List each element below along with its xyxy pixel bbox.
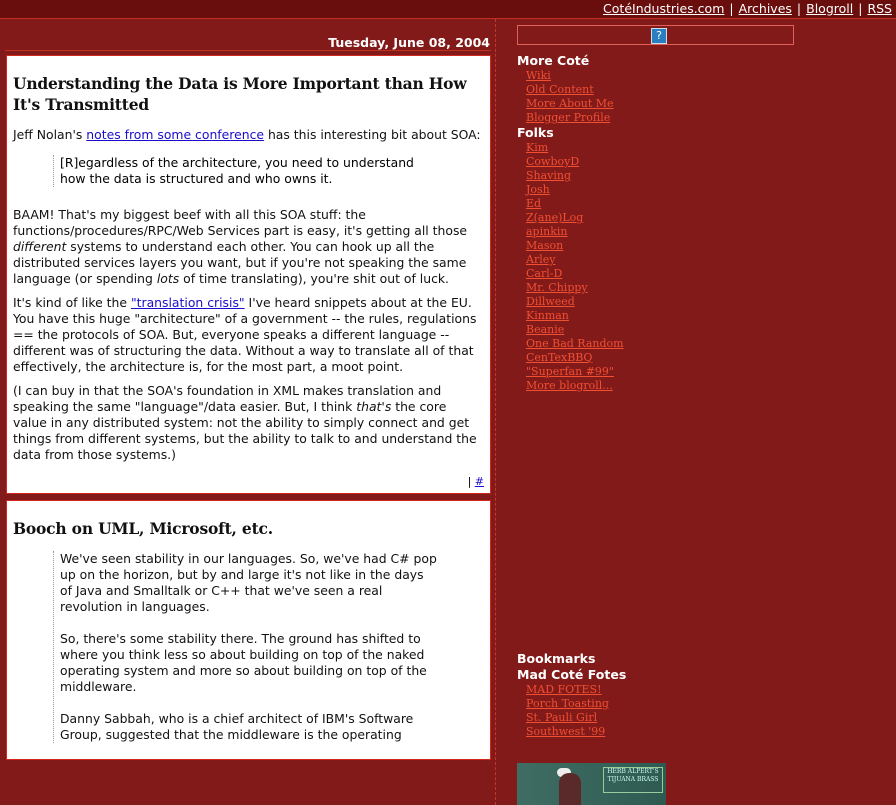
main-column xyxy=(6,19,491,766)
post-paragraph: BAAM! That's my biggest beef with all this SOA stuff: the functions/procedures/RPC/Web Services part is easy, it's getting all those different systems to understand each other. You can hook up all the distributed services layers you want, but if you're not speaking the same language (or spending lots of time translating), you're shit out of luck. xyxy=(13,207,468,286)
sidebar-link[interactable]: CenTexBBQ xyxy=(526,351,593,364)
sidebar-link[interactable]: Southwest '99 xyxy=(526,725,606,738)
post-quote: [R]egardless of the architecture, you need to understand how the data is structured and who owns it. xyxy=(53,155,484,187)
sidebar xyxy=(517,25,797,739)
column-divider xyxy=(495,19,496,805)
sidebar-link[interactable]: Shaving xyxy=(526,169,572,182)
quote-paragraph: So, there's some stability there. The ground has shifted to where you think less so about building on top of the naked operating system and more so about building on top of the middleware. xyxy=(60,631,427,694)
quote-paragraph: We've seen stability in our languages. So, we've had C# pop up on the horizon, but by and large it's not like in the days of Java and Smalltalk or C++ that we've seen a real revolution in languages. xyxy=(60,551,437,614)
sidebar-link[interactable]: Dillweed xyxy=(526,295,575,308)
section-title: Folks xyxy=(517,125,554,140)
sidebar-link[interactable]: CowboyD xyxy=(526,155,580,168)
sidebar-link[interactable]: apinkin xyxy=(526,225,568,238)
post-paragraph: (I can buy in that the SOA's foundation in XML makes translation and speaking the same "language"/data easier. But, I think that's the core value in any distributed system: not the ability to simply connect and get things from different systems, but the ability to talk to and understand the data from those systems.) xyxy=(13,383,477,462)
sidebar-link[interactable]: One Bad Random xyxy=(526,337,624,350)
sidebar-link[interactable]: Kim xyxy=(526,141,549,154)
sidebar-link[interactable]: Old Content xyxy=(526,83,594,96)
search-box[interactable] xyxy=(517,25,794,45)
help-icon[interactable]: ? xyxy=(651,28,667,44)
conference-notes-link[interactable]: notes from some conference xyxy=(86,127,265,142)
sidebar-link[interactable]: Ed xyxy=(526,197,542,210)
section-title: Mad Coté Fotes xyxy=(517,667,627,682)
post-paragraph: Jeff Nolan's notes from some conference has this interesting bit about SOA: xyxy=(13,127,481,142)
sidebar-link[interactable]: More About Me xyxy=(526,97,614,110)
album-figure xyxy=(559,773,581,805)
sidebar-link[interactable]: MAD FOTES! xyxy=(526,683,602,696)
post-date: Tuesday, June 08, 2004 xyxy=(5,19,491,51)
sidebar-link[interactable]: St. Pauli Girl xyxy=(526,711,598,724)
sidebar-link[interactable]: Blogger Profile xyxy=(526,111,611,124)
nav-archives[interactable]: Archives xyxy=(738,1,792,16)
nav-separator: | xyxy=(858,1,863,16)
nav-rss[interactable]: RSS xyxy=(867,1,892,16)
sidebar-link[interactable]: Z(ane)Log xyxy=(526,211,584,224)
translation-crisis-link[interactable]: "translation crisis" xyxy=(130,295,245,310)
sidebar-link[interactable]: Mason xyxy=(526,239,564,252)
sidebar-link[interactable]: Josh xyxy=(526,183,550,196)
post-paragraph: It's kind of like the "translation crisis" I've heard snippets about at the EU. You have this huge "architecture" of a government -- the rules, regulations == the protocols of SOA. But, everyone speaks a different language -- different was of structuring the data. Without a way to translate all of that effectively, the architecture is, for the most part, a moot point. xyxy=(13,295,477,374)
quote-paragraph: Danny Sabbah, who is a chief architect of IBM's Software Group, suggested that the middleware is the operating xyxy=(60,711,414,742)
sidebar-link[interactable]: "Superfan #99" xyxy=(526,365,614,378)
post-quote xyxy=(53,551,484,743)
sidebar-link[interactable]: Wiki xyxy=(526,69,551,82)
top-nav xyxy=(0,0,896,19)
sidebar-link[interactable]: Beanie xyxy=(526,323,565,336)
section-title: More Coté xyxy=(517,53,590,68)
album-label: HERB ALPERT'S TIJUANA BRASS xyxy=(603,767,663,793)
nav-separator: | xyxy=(796,1,802,16)
post-footer: | # xyxy=(467,475,484,488)
bookmarks-title: Bookmarks xyxy=(517,651,596,666)
nav-separator: | xyxy=(729,1,734,16)
post-title: Booch on UML, Microsoft, etc. xyxy=(13,519,273,538)
folks-links xyxy=(526,141,797,393)
post-title: Understanding the Data is More Important than How It's Transmitted xyxy=(13,74,467,114)
sidebar-link[interactable]: Porch Toasting xyxy=(526,697,609,710)
album-cover-image[interactable] xyxy=(517,763,666,805)
sidebar-link[interactable]: More blogroll... xyxy=(526,379,613,392)
nav-cote-industries[interactable]: CotéIndustries.com xyxy=(603,1,725,16)
sidebar-link[interactable]: Kinman xyxy=(526,309,569,322)
nav-blogroll[interactable]: Blogroll xyxy=(806,1,854,16)
sidebar-link[interactable]: Arley xyxy=(526,253,556,266)
fotes-links xyxy=(526,683,797,739)
sidebar-link[interactable]: Carl-D xyxy=(526,267,563,280)
permalink[interactable]: # xyxy=(474,475,484,488)
post xyxy=(6,500,491,760)
sidebar-link[interactable]: Mr. Chippy xyxy=(526,281,588,294)
post xyxy=(6,55,491,494)
more-cote-links xyxy=(526,69,797,125)
